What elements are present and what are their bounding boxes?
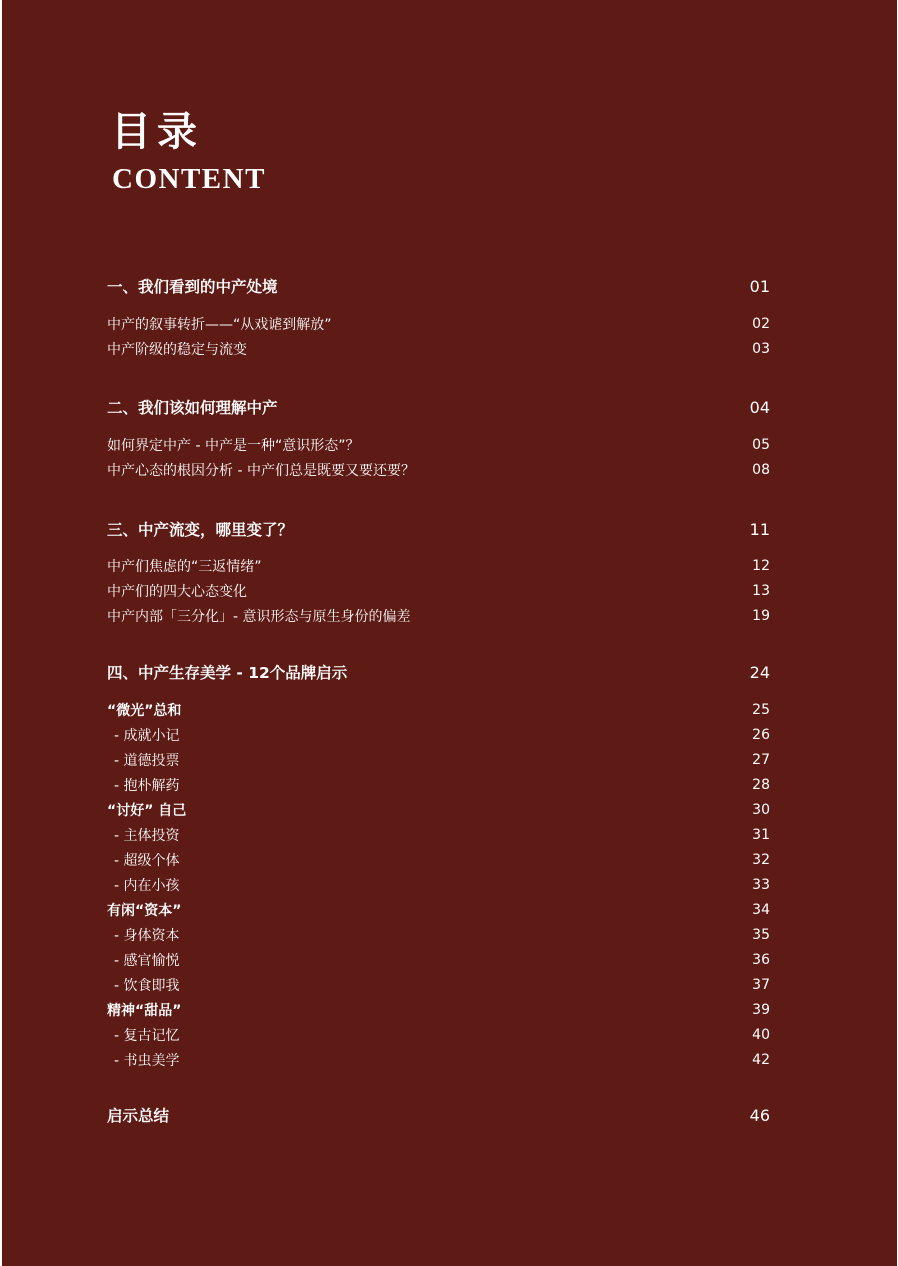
toc-entry[interactable] (107, 949, 770, 971)
toc-section-label: 四、中产生存美学 - 12个品牌启示 (107, 664, 348, 682)
toc-page-number: 31 (752, 827, 770, 843)
toc-page-number: 37 (752, 977, 770, 993)
toc-page-number: 11 (749, 519, 770, 539)
toc-entry-label: 中产的叙事转折——“从戏谑到解放” (107, 317, 332, 333)
toc-page-number: 35 (752, 927, 770, 943)
toc-entry[interactable] (107, 580, 770, 602)
toc-group[interactable] (107, 699, 770, 721)
toc-page-number: 28 (752, 777, 770, 793)
toc-page-number: 02 (752, 316, 770, 332)
toc-section-5[interactable] (107, 1103, 770, 1127)
toc-entry-label: 中产阶级的稳定与流变 (107, 342, 247, 358)
toc-entry[interactable] (107, 459, 770, 481)
toc-entry-label: - 成就小记 (114, 728, 180, 744)
toc-section-label: 三、中产流变，哪里变了？ (107, 521, 294, 539)
toc-section-label: 二、我们该如何理解中产 (107, 399, 278, 417)
toc-page-number: 03 (752, 341, 770, 357)
toc-section-4[interactable] (107, 660, 770, 684)
toc-entry-label: - 超级个体 (114, 853, 180, 869)
toc-entry-label: 中产们焦虑的“三返情绪” (107, 559, 262, 575)
toc-entry-label: 中产心态的根因分析 - 中产们总是既要又要还要？ (107, 463, 415, 479)
toc-entry-label: - 主体投资 (114, 828, 180, 844)
toc-entry[interactable] (107, 824, 770, 846)
toc-entry[interactable] (107, 605, 770, 627)
toc-entry-label: - 饮食即我 (114, 978, 180, 994)
toc-section-2[interactable] (107, 395, 770, 419)
toc-page-number: 19 (752, 608, 770, 624)
toc-entry-label: - 内在小孩 (114, 878, 180, 894)
toc-page-number: 25 (752, 702, 770, 718)
toc-group[interactable] (107, 799, 770, 821)
toc-group-label: “微光”总和 (107, 703, 182, 719)
toc-page-number: 05 (752, 437, 770, 453)
toc-page-number: 33 (752, 877, 770, 893)
toc-page-number: 08 (752, 462, 770, 478)
toc-section-1[interactable] (107, 274, 770, 298)
toc-entry[interactable] (107, 849, 770, 871)
toc-page-number: 26 (752, 727, 770, 743)
toc-page-number: 12 (752, 558, 770, 574)
toc-entry[interactable] (107, 313, 770, 335)
toc-entry[interactable] (107, 724, 770, 746)
toc-entry-label: - 抱朴解药 (114, 778, 180, 794)
toc-page-number: 36 (752, 952, 770, 968)
toc-page-number: 30 (752, 802, 770, 818)
toc-page-number: 34 (752, 902, 770, 918)
toc-page-number: 46 (749, 1105, 770, 1125)
toc-entry[interactable] (107, 974, 770, 996)
toc-entry[interactable] (107, 749, 770, 771)
toc-entry[interactable] (107, 924, 770, 946)
toc-group[interactable] (107, 999, 770, 1021)
toc-group[interactable] (107, 899, 770, 921)
toc-entry-label: - 感官愉悦 (114, 953, 180, 969)
toc-page-number: 42 (752, 1052, 770, 1068)
toc-entry[interactable] (107, 874, 770, 896)
page-subtitle: CONTENT (112, 163, 266, 195)
toc-group-label: 精神“甜品” (107, 1003, 182, 1019)
toc-section-label: 启示总结 (107, 1107, 170, 1125)
toc-entry-label: 中产内部「三分化」- 意识形态与原生身份的偏差 (107, 609, 411, 625)
toc-entry[interactable] (107, 555, 770, 577)
toc-entry-label: - 复古记忆 (114, 1028, 180, 1044)
toc-entry[interactable] (107, 338, 770, 360)
toc-group-label: 有闲“资本” (107, 903, 182, 919)
toc-page-number: 01 (749, 276, 770, 296)
toc-page-number: 32 (752, 852, 770, 868)
toc-entry-label: 中产们的四大心态变化 (107, 584, 247, 600)
toc-section-label: 一、我们看到的中产处境 (107, 278, 278, 296)
toc-entry-label: - 书虫美学 (114, 1053, 180, 1069)
toc-entry-label: 如何界定中产 - 中产是一种“意识形态”？ (107, 438, 360, 454)
toc-page-number: 13 (752, 583, 770, 599)
page-title: 目录 (111, 108, 203, 155)
toc-entry-label: - 身体资本 (114, 928, 180, 944)
toc-section-3[interactable] (107, 517, 770, 541)
toc-page-number: 39 (752, 1002, 770, 1018)
toc-entry[interactable] (107, 774, 770, 796)
toc-page-number: 24 (749, 662, 770, 682)
toc-entry[interactable] (107, 1024, 770, 1046)
toc-group-label: “讨好” 自己 (107, 803, 187, 819)
toc-page-number: 40 (752, 1027, 770, 1043)
toc-page-number: 04 (749, 397, 770, 417)
toc-entry[interactable] (107, 434, 770, 456)
toc-entry[interactable] (107, 1049, 770, 1071)
toc-page (2, 0, 897, 1266)
toc-entry-label: - 道德投票 (114, 753, 180, 769)
toc-page-number: 27 (752, 752, 770, 768)
